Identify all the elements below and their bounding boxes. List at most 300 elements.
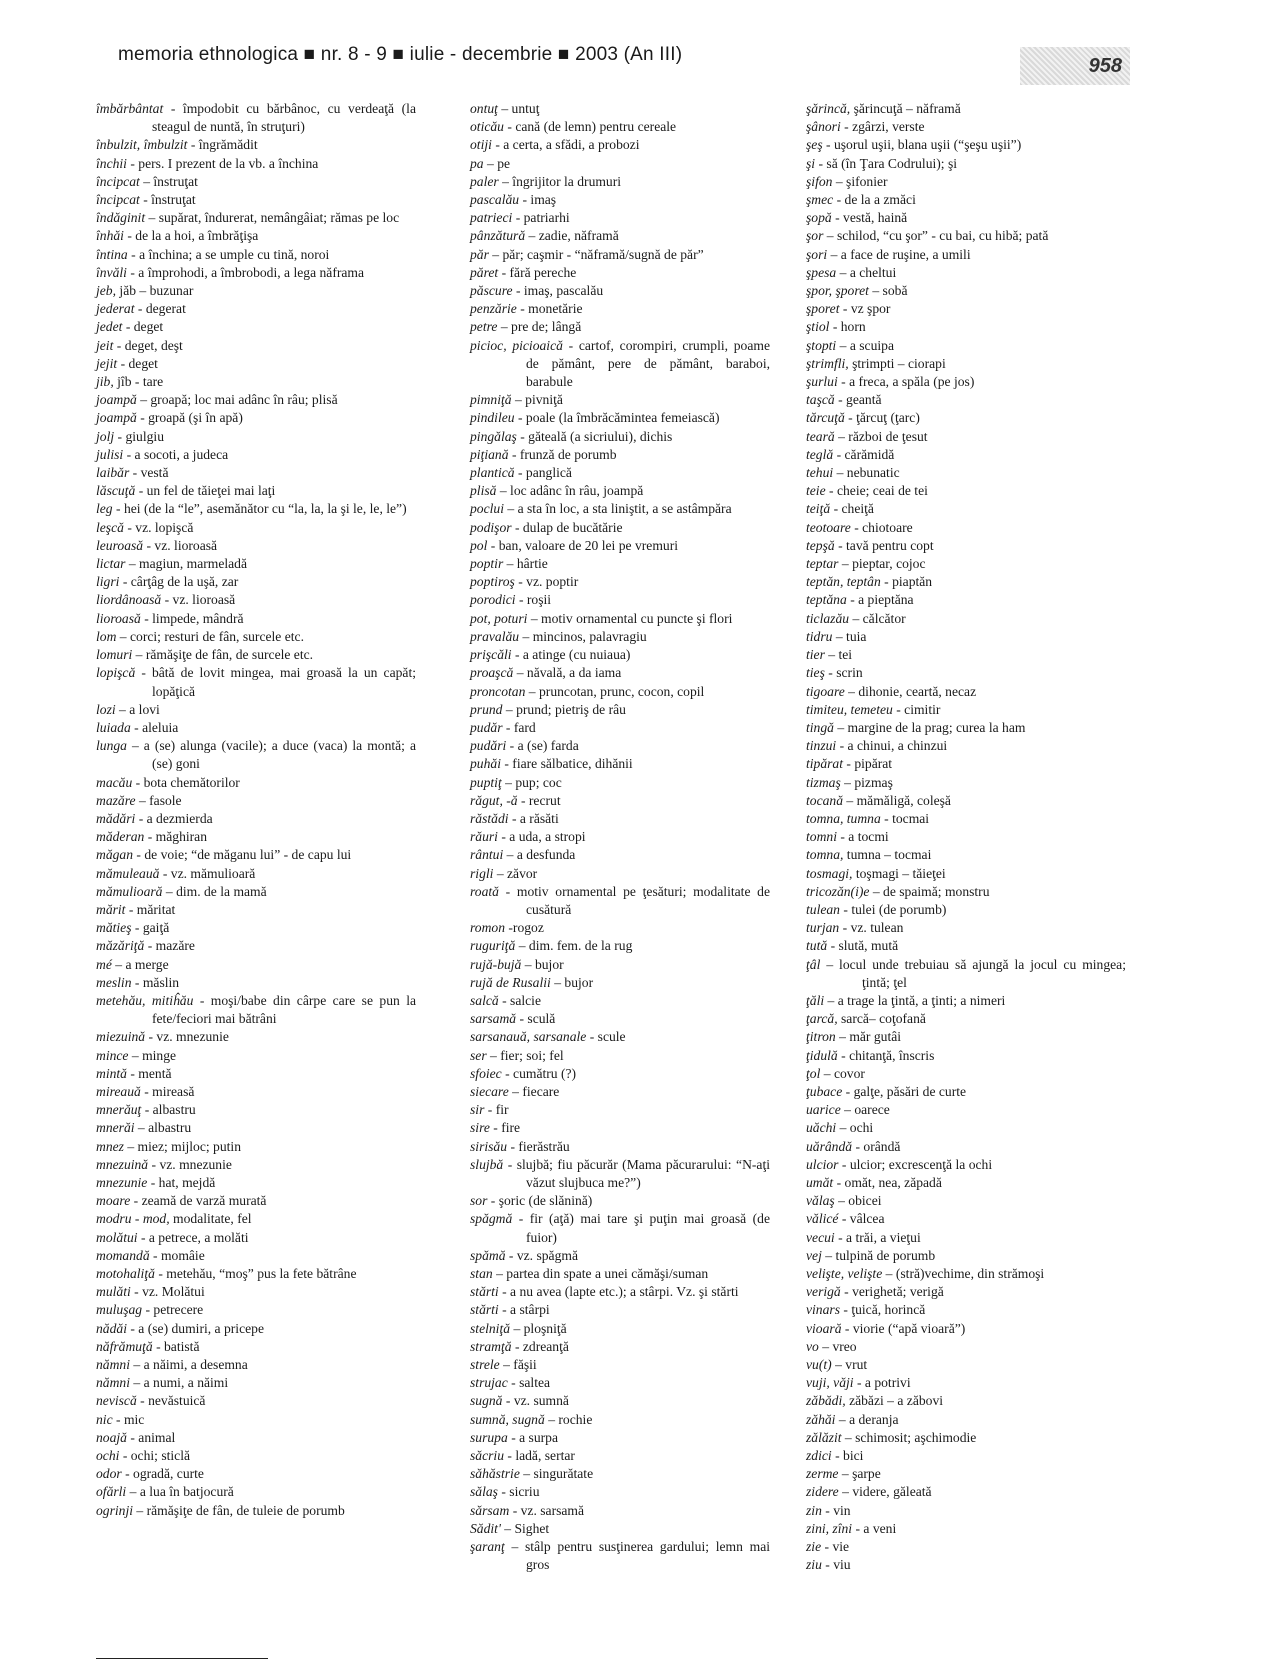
entry-definition: – îngrijitor la drumuri xyxy=(502,173,622,189)
entry-headword: lozi xyxy=(96,701,116,717)
entry-definition: - a surpa xyxy=(511,1429,558,1445)
glossary-entry xyxy=(470,537,770,555)
entry-headword: tricozăn(i)e xyxy=(806,883,870,899)
entry-definition: - un fel de tăieţei mai laţi xyxy=(138,483,276,499)
entry-headword: sfoiec xyxy=(470,1065,502,1081)
glossary-entry xyxy=(96,1429,416,1447)
entry-headword: ţubace xyxy=(806,1083,843,1099)
entry-headword: pascalău xyxy=(470,192,520,208)
entry-headword: pimniţă xyxy=(470,392,512,408)
glossary-entry xyxy=(96,937,416,955)
entry-definition: - geantă xyxy=(838,392,882,408)
entry-headword: turjan xyxy=(806,920,840,936)
entry-definition: - monetărie xyxy=(520,301,583,317)
glossary-entry xyxy=(806,173,1126,191)
entry-definition: - scule xyxy=(589,1029,626,1045)
glossary-entry xyxy=(470,865,770,883)
entry-headword: pa xyxy=(470,155,484,171)
entry-headword: tidru xyxy=(806,628,833,644)
entry-definition: – a merge xyxy=(115,956,169,972)
entry-definition: – hârtie xyxy=(506,556,548,572)
glossary-entry xyxy=(470,737,770,755)
glossary-entry xyxy=(96,1229,416,1247)
entry-definition: - vz. poptir xyxy=(518,574,579,590)
entry-definition: - fir (aţă) mai tare şi puţin mai groasă (de fuior) xyxy=(518,1211,770,1245)
entry-definition: - scrin xyxy=(828,665,863,681)
entry-headword: poptir xyxy=(470,556,504,572)
glossary-entry xyxy=(96,246,416,264)
glossary-entry xyxy=(806,209,1126,227)
entry-headword: laibăr xyxy=(96,465,130,481)
entry-headword: taşcă xyxy=(806,392,835,408)
glossary-entry xyxy=(806,883,1126,901)
entry-headword: zăbădi, xyxy=(806,1393,846,1409)
entry-definition: - zgârzi, verste xyxy=(844,119,925,135)
entry-headword: mnerăi xyxy=(96,1120,135,1136)
glossary-entry xyxy=(470,992,770,1010)
glossary-entry xyxy=(96,136,416,154)
glossary-entry xyxy=(470,1502,770,1520)
entry-definition: - albastru xyxy=(144,1102,196,1118)
entry-definition: - fard xyxy=(505,719,536,735)
entry-definition: - găteală (a sicriului), dichis xyxy=(520,428,673,444)
entry-headword: umăt xyxy=(806,1174,834,1190)
glossary-entry xyxy=(470,956,770,974)
entry-headword: şurlui xyxy=(806,374,838,390)
entry-headword: pingălaş xyxy=(470,428,517,444)
entry-definition: – groapă; loc mai adânc în râu; plisă xyxy=(140,392,338,408)
entry-definition: – sobă xyxy=(872,283,908,299)
entry-definition: - bici xyxy=(835,1448,864,1464)
entry-headword: sărsam xyxy=(470,1502,510,1518)
glossary-entry xyxy=(806,683,1126,701)
entry-definition: - să (în Ţara Codrului); şi xyxy=(818,155,958,171)
glossary-entry xyxy=(806,1247,1126,1265)
glossary-entry xyxy=(96,1028,416,1046)
entry-headword: uărândă xyxy=(806,1138,853,1154)
glossary-entry xyxy=(470,482,770,500)
glossary-entry xyxy=(806,1392,1126,1410)
entry-definition: - batistă xyxy=(156,1338,200,1354)
glossary-entry xyxy=(806,1301,1126,1319)
entry-definition: – a desfunda xyxy=(506,847,576,863)
entry-definition: - vz. mnezunie xyxy=(148,1029,229,1045)
glossary-entry xyxy=(470,1247,770,1265)
glossary-entry xyxy=(96,591,416,609)
entry-definition: - îngrămădit xyxy=(190,137,258,153)
entry-definition: - zdreanţă xyxy=(514,1338,569,1354)
entry-definition: - mireasă xyxy=(144,1083,195,1099)
glossary-entry xyxy=(806,1083,1126,1101)
glossary-entry xyxy=(806,792,1126,810)
entry-definition: - fire xyxy=(493,1120,521,1136)
glossary-entry xyxy=(806,1210,1126,1228)
glossary-entry xyxy=(96,810,416,828)
entry-definition: - giulgiu xyxy=(117,428,164,444)
glossary-entry xyxy=(806,1320,1126,1338)
entry-headword: măgan xyxy=(96,847,134,863)
glossary-entry xyxy=(470,391,770,409)
glossary-entry xyxy=(96,227,416,245)
entry-definition: - galţe, păsări de curte xyxy=(845,1083,967,1099)
glossary-entry xyxy=(470,300,770,318)
glossary-entry xyxy=(470,1283,770,1301)
entry-headword: moare xyxy=(96,1193,131,1209)
glossary-entry xyxy=(96,373,416,391)
entry-headword: tulean xyxy=(806,901,840,917)
glossary-entry xyxy=(470,428,770,446)
entry-headword: teglă xyxy=(806,446,834,462)
entry-headword: vuji, văji xyxy=(806,1375,854,1391)
entry-definition: – de spaimă; monstru xyxy=(872,883,990,899)
entry-definition: - imaş xyxy=(522,192,557,208)
glossary-entry xyxy=(470,1374,770,1392)
glossary-entry xyxy=(806,1010,1126,1028)
glossary-entry xyxy=(806,628,1126,646)
glossary-entry xyxy=(806,1065,1126,1083)
entry-definition: - viu xyxy=(825,1557,851,1573)
entry-definition: - tocmai xyxy=(884,810,930,826)
glossary-entry xyxy=(470,1192,770,1210)
entry-headword: slujbă xyxy=(470,1156,504,1172)
entry-headword: surupa xyxy=(470,1429,508,1445)
glossary-entry xyxy=(96,318,416,336)
entry-headword: otiji xyxy=(470,137,492,153)
entry-definition: - a certa, a sfădi, a probozi xyxy=(495,137,640,153)
entry-headword: zini, zîni xyxy=(806,1520,853,1536)
glossary-entry xyxy=(470,846,770,864)
glossary-entry xyxy=(806,1411,1126,1429)
glossary-entry xyxy=(96,1047,416,1065)
entry-definition: - ţuică, horincă xyxy=(843,1302,926,1318)
entry-definition: – tulpină de porumb xyxy=(825,1247,936,1263)
entry-definition: – magiun, marmeladă xyxy=(128,556,248,572)
entry-definition: - a trăi, a vieţui xyxy=(838,1229,921,1245)
entry-headword: zin xyxy=(806,1502,822,1518)
entry-definition: - a împrohodi, a îmbrobodi, a lega năframa xyxy=(130,264,365,280)
entry-definition: – pizmaş xyxy=(844,774,893,790)
entry-definition: – fasole xyxy=(138,792,182,808)
entry-headword: stan xyxy=(470,1266,493,1281)
glossary-entry xyxy=(470,1356,770,1374)
glossary-entry xyxy=(806,537,1126,555)
entry-definition: - a pieptăna xyxy=(850,592,914,608)
entry-headword: rigli xyxy=(470,865,494,881)
glossary-entry xyxy=(96,264,416,282)
entry-headword: nămni xyxy=(96,1357,130,1373)
entry-definition: - deget, deşt xyxy=(116,337,183,353)
entry-definition: - momâie xyxy=(153,1247,205,1263)
glossary-entry xyxy=(806,300,1126,318)
entry-headword: mazăre xyxy=(96,792,136,808)
glossary-entry xyxy=(470,209,770,227)
glossary-entry xyxy=(806,100,1126,118)
entry-definition: – supărat, îndurerat, nemângâiat; rămas pe loc xyxy=(148,210,400,226)
entry-definition: - slută, mută xyxy=(830,938,899,954)
glossary-entry xyxy=(96,482,416,500)
entry-headword: ochi xyxy=(96,1448,120,1464)
entry-definition: tumna – tocmai xyxy=(846,847,932,863)
glossary-entry xyxy=(96,519,416,537)
glossary-entry xyxy=(806,482,1126,500)
glossary-entry xyxy=(470,227,770,245)
glossary-entry xyxy=(96,646,416,664)
entry-headword: măzăriţă xyxy=(96,938,145,954)
entry-headword: ligri xyxy=(96,574,120,590)
entry-definition: - fir xyxy=(487,1102,509,1118)
entry-headword: încipcat xyxy=(96,173,140,189)
entry-headword: păscure xyxy=(470,283,513,299)
glossary-entry xyxy=(96,1065,416,1083)
entry-definition: - patriarhi xyxy=(515,210,570,226)
entry-headword: sarsamă xyxy=(470,1011,517,1027)
entry-definition: - fierăstrău xyxy=(510,1138,570,1154)
glossary-entry xyxy=(806,1465,1126,1483)
glossary-entry xyxy=(806,555,1126,573)
entry-definition: modalitate, fel xyxy=(173,1211,252,1227)
entry-headword: tizmaş xyxy=(806,774,841,790)
entry-headword: vălaş xyxy=(806,1193,835,1209)
entry-headword: rântui xyxy=(470,847,504,863)
glossary-entry xyxy=(806,1483,1126,1501)
entry-headword: jeit xyxy=(96,337,114,353)
entry-definition: – a lua în batjocură xyxy=(129,1484,234,1500)
entry-definition: - verighetă; verigă xyxy=(844,1284,944,1300)
entry-headword: ofărli xyxy=(96,1484,127,1500)
glossary-entry xyxy=(806,227,1126,245)
glossary-entry xyxy=(470,1429,770,1447)
entry-headword: modru - mod, xyxy=(96,1211,170,1227)
glossary-entry xyxy=(806,992,1126,1010)
entry-definition: – făşii xyxy=(503,1357,537,1373)
glossary-entry xyxy=(806,1028,1126,1046)
entry-headword: podişor xyxy=(470,519,512,535)
entry-definition: – pup; coc xyxy=(505,774,562,790)
entry-headword: răstădi xyxy=(470,810,509,826)
entry-definition: - împodobit cu bărbânoc, cu verdeaţă (la steagul de nuntă, în struţuri) xyxy=(152,101,416,135)
entry-headword: tosmagi, xyxy=(806,865,853,881)
entry-definition: - vz. spăgmă xyxy=(508,1247,578,1263)
glossary-entry xyxy=(806,865,1126,883)
glossary-entry xyxy=(470,1138,770,1156)
entry-headword: săhăstrie xyxy=(470,1466,520,1482)
entry-definition: - chiotoare xyxy=(854,519,913,535)
entry-headword: plisă xyxy=(470,483,497,499)
entry-definition: - cană (de lemn) pentru cereale xyxy=(507,119,677,135)
entry-definition: – fiecare xyxy=(512,1083,560,1099)
glossary-entry xyxy=(806,701,1126,719)
entry-headword: ogrinji xyxy=(96,1502,134,1518)
entry-definition: - cumătru (?) xyxy=(505,1065,577,1081)
glossary-entry xyxy=(470,555,770,573)
entry-headword: încipcat xyxy=(96,192,140,208)
glossary-entry xyxy=(806,1356,1126,1374)
glossary-entry xyxy=(470,500,770,518)
entry-headword: verigă xyxy=(806,1284,841,1300)
glossary-entry xyxy=(806,1101,1126,1119)
entry-headword: zie xyxy=(806,1539,822,1555)
glossary-entry xyxy=(96,919,416,937)
entry-headword: poclui xyxy=(470,501,504,517)
entry-headword: noajă xyxy=(96,1429,127,1445)
entry-definition: – singurătate xyxy=(523,1466,594,1482)
entry-definition: – zadie, năframă xyxy=(528,228,619,244)
entry-headword: tocană xyxy=(806,792,843,808)
entry-headword: mărit xyxy=(96,901,126,917)
entry-definition: - de la a zmăci xyxy=(836,192,916,208)
entry-headword: meslin xyxy=(96,974,132,990)
entry-headword: leg xyxy=(96,501,113,517)
glossary-entry xyxy=(806,264,1126,282)
entry-definition: - a chinui, a chinzui xyxy=(839,738,948,754)
entry-definition: – şifonier xyxy=(835,173,888,189)
glossary-entry xyxy=(96,355,416,373)
glossary-entry xyxy=(470,318,770,336)
glossary-entry xyxy=(470,1083,770,1101)
entry-headword: lunga xyxy=(96,738,127,754)
entry-headword: ţăli xyxy=(806,992,825,1008)
glossary-entry xyxy=(470,1047,770,1065)
entry-headword: molătui xyxy=(96,1229,138,1245)
entry-headword: tipărat xyxy=(806,756,844,772)
glossary-entry xyxy=(96,628,416,646)
entry-definition: jăb – buzunar xyxy=(119,283,194,299)
entry-headword: răuri xyxy=(470,829,498,845)
glossary-entry xyxy=(470,719,770,737)
entry-headword: şânori xyxy=(806,119,841,135)
glossary-entry xyxy=(96,664,416,700)
entry-definition: – rămăşiţe de fân, de surcele etc. xyxy=(135,647,314,663)
glossary-entry xyxy=(96,737,416,773)
entry-headword: teiţă xyxy=(806,501,831,517)
entry-headword: sir xyxy=(470,1102,485,1118)
glossary-entry xyxy=(806,246,1126,264)
entry-definition: – pe xyxy=(487,155,511,171)
glossary-entry xyxy=(806,1138,1126,1156)
entry-definition: - pipărat xyxy=(846,756,893,772)
entry-definition: – a face de ruşine, a umili xyxy=(830,246,971,262)
entry-headword: jolj xyxy=(96,428,115,444)
entry-headword: măderan xyxy=(96,829,145,845)
glossary-entry xyxy=(470,100,770,118)
entry-definition: - tavă pentru copt xyxy=(838,537,934,553)
entry-headword: ţol xyxy=(806,1065,821,1081)
glossary-entry xyxy=(96,300,416,318)
glossary-column-1 xyxy=(96,100,416,1520)
entry-headword: teptar xyxy=(806,556,839,572)
entry-definition: toşmagi – tăieţei xyxy=(855,865,946,881)
entry-headword: uarice xyxy=(806,1102,841,1118)
entry-headword: proncotan xyxy=(470,683,526,699)
entry-definition: – mincinos, palavragiu xyxy=(522,628,647,644)
entry-definition: – nebunatic xyxy=(836,465,900,481)
entry-definition: – vreo xyxy=(822,1338,857,1354)
glossary-entry xyxy=(470,1028,770,1046)
entry-definition: - bota chemătorilor xyxy=(135,774,240,790)
entry-definition: - vz. lopişcă xyxy=(127,519,194,535)
glossary-entry xyxy=(96,1174,416,1192)
entry-headword: macău xyxy=(96,774,133,790)
entry-headword: spămă xyxy=(470,1247,506,1263)
journal-header xyxy=(118,44,1138,84)
entry-definition: - metehău, “moş” pus la fete bătrâne xyxy=(158,1266,357,1281)
glossary-entry xyxy=(96,391,416,409)
glossary-entry xyxy=(806,1447,1126,1465)
entry-headword: tier xyxy=(806,647,825,663)
entry-headword: siecare xyxy=(470,1083,509,1099)
entry-headword: piţiană xyxy=(470,446,509,462)
glossary-entry xyxy=(96,974,416,992)
entry-definition: - măghiran xyxy=(147,829,208,845)
entry-headword: sugnă xyxy=(470,1393,503,1409)
glossary-entry xyxy=(806,337,1126,355)
entry-headword: ştrimfli, xyxy=(806,355,849,371)
entry-headword: închii xyxy=(96,155,127,171)
entry-definition: - horn xyxy=(832,319,866,335)
entry-headword: joampă xyxy=(96,410,137,426)
entry-headword: prişcăli xyxy=(470,647,512,663)
entry-headword: întina xyxy=(96,246,128,262)
entry-headword: ticlazău xyxy=(806,610,850,626)
entry-definition: - cheiţă xyxy=(833,501,874,517)
entry-headword: paler xyxy=(470,173,499,189)
entry-headword: momandă xyxy=(96,1247,150,1263)
entry-headword: zerme xyxy=(806,1466,839,1482)
glossary-entry xyxy=(470,628,770,646)
entry-definition: – călcător xyxy=(852,610,906,626)
glossary-entry xyxy=(96,155,416,173)
entry-definition: - viorie (“apă vioară”) xyxy=(844,1320,966,1336)
page-number: 958 xyxy=(1020,47,1130,85)
glossary-entry xyxy=(470,573,770,591)
entry-headword: teie xyxy=(806,483,826,499)
entry-headword: stelniţă xyxy=(470,1320,511,1336)
entry-headword: tehui xyxy=(806,465,834,481)
glossary-entry xyxy=(470,337,770,392)
entry-definition: - şoric (de slănină) xyxy=(490,1193,593,1209)
entry-headword: porodici xyxy=(470,592,516,608)
glossary-entry xyxy=(96,992,416,1028)
entry-definition: – mămăligă, coleşă xyxy=(846,792,951,808)
entry-headword: prund xyxy=(470,701,503,717)
entry-definition: - fiare sălbatice, dihănii xyxy=(504,756,633,772)
entry-definition: - cărămidă xyxy=(836,446,895,462)
glossary-entry xyxy=(470,974,770,992)
entry-definition: - vie xyxy=(824,1539,850,1555)
glossary-entry xyxy=(470,1210,770,1246)
glossary-entry xyxy=(806,719,1126,737)
entry-definition: – schimosit; aşchimodie xyxy=(844,1429,977,1445)
glossary-entry xyxy=(470,118,770,136)
glossary-entry xyxy=(470,1411,770,1429)
glossary-entry xyxy=(96,1119,416,1137)
entry-headword: roată xyxy=(470,883,499,899)
entry-headword: liordânoasă xyxy=(96,592,162,608)
glossary-entry xyxy=(806,373,1126,391)
entry-definition: - ţărcuţ (ţarc) xyxy=(848,410,920,426)
glossary-entry xyxy=(96,883,416,901)
glossary-entry xyxy=(470,1520,770,1538)
entry-headword: motohaliţă xyxy=(96,1266,155,1281)
glossary-entry xyxy=(96,464,416,482)
entry-definition: - vz. mămulioară xyxy=(162,865,256,881)
entry-definition: - a tocmi xyxy=(840,829,889,845)
entry-definition: - mazăre xyxy=(147,938,195,954)
entry-headword: lomuri xyxy=(96,647,133,663)
glossary-entry xyxy=(96,1247,416,1265)
glossary-entry xyxy=(470,1465,770,1483)
glossary-entry xyxy=(470,136,770,154)
